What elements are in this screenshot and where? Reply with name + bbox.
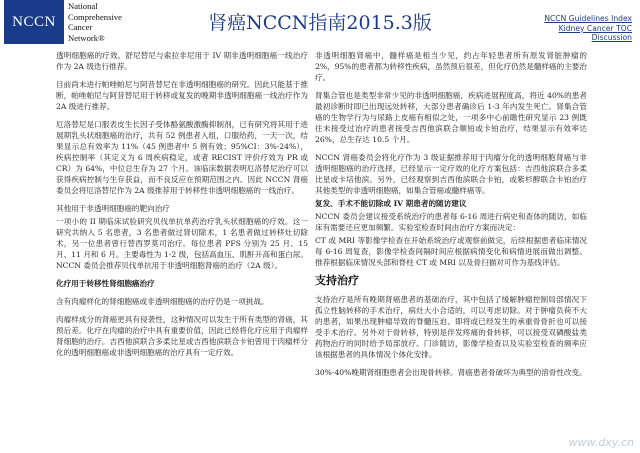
paragraph: 肾集合管也是类型非常少见的非透明细胞癌，疾病进展程度高，将近 40%的患者最初诊断时即已出现远处转移，大部分患者确诊后 1-3 年内发生死亡。肾集合管癌的生物学行为与尿路上皮癌有相似之处，一项多中心前瞻性研究显示 23 例既往未接受过治疗的患者接受吉西他滨联合顺铂或卡铂治疗，结果显示有效率达 26%，总生存达 10.5 个月。: [315, 91, 587, 144]
subheading: 复发、手术不能切除或 IV 期患者的随访建议: [315, 199, 467, 208]
right-column: [315, 50, 587, 385]
guidelines-index-link[interactable]: NCCN Guidelines Index: [544, 14, 632, 23]
section-title: 支持治疗: [315, 274, 359, 287]
logo-word: Comprehensive: [68, 11, 122, 22]
page-header: [0, 0, 640, 46]
paragraph: 含有肉瘤样化的肾细胞癌或非透明细胞癌的治疗仍是一项挑战。: [56, 297, 269, 306]
logo-mark: NCCN: [4, 0, 64, 44]
subheading: 化疗用于转移性肾细胞癌治疗: [56, 279, 155, 288]
paragraph: 透明细胞癌的疗效。舒尼替尼与索拉非尼用于 IV 期非透明细胞癌一线治疗作为 2A 级迭行推荐。: [56, 51, 308, 71]
guideline-nav: [544, 14, 632, 43]
logo-word: Network®: [68, 32, 105, 43]
discussion-link[interactable]: Discussion: [591, 33, 632, 42]
paragraph: NCCN 肾癌委员会将化疗作为 3 级证据推荐用于肉瘤分化的透明细胞肾癌与非透明细胞癌的治疗选择，已经显示一定疗效的化疗方案包括：吉西他滨联合多柔比星或卡培他滨。另外，已经观察到吉西他滨联合卡铂，或紫杉醇联合卡铂治疗其他类型的非透明细胞癌，如集合管癌或髓样癌等。: [315, 153, 587, 195]
logo-word: Cancer: [68, 22, 93, 32]
paragraph: 肉瘤样成分的肾癌更具有侵袭性，这种情况可以发生于所有类型的肾癌，其预后差。化疗在肉瘤的治疗中具有重要价值，因此已经将化疗应用于肉瘤样肾细胞的治疗。吉西他滨联合多柔比星或吉西他滨联合卡铂曾用于肉瘤样分化的透明细胞癌或非透明细胞癌的治疗具有一定疗效。: [56, 315, 308, 357]
paragraph: 非透明细胞肾癌中，髓样癌是相当少见，约占年轻患者所有原发肾脏肿瘤的 2%，95%的患者都为转移性疾病，虽然预后很差，但化疗仍然是髓样癌的主要治疗。: [315, 51, 587, 82]
paragraph: CT 或 MRI 等影像学检查在开始系统治疗或观察前做完，后续根据患者临床情况每 6-16 周复查，影像学检查间隔时间应根据病情变化和病情进展而做出调整。推荐根据临床情况头部和脊柱 CT 或 MRI 以及骨扫描对可作为基线评估。: [315, 236, 587, 267]
paragraph: NCCN 委员会建议接受系统治疗的患者每 6-16 周进行病史和查体的随访，如临床有需要还应更加频繁。实验室检查时间由治疗方案而决定：: [315, 212, 587, 232]
paragraph: 30%-40%晚期肾细胞患者会出现骨转移。肾癌患者骨破坏为典型的溶骨性改变。: [315, 368, 587, 377]
paragraph: 厄洛替尼是口服表皮生长因子受体酪氨酸激酶抑制剂，已有研究将其用于进展期乳头状细胞癌的治疗，共有 52 例患者入组，口服给药，一天一次，结果显示总有效率为 11%（45 例患者中 5 例有效；95%CI：3%-24%），疾病控制率（其定义为 6 周疾病稳定，或者 RECIST 评价疗效为 PR 或 CR）为 64%，中位总生存为 27 个月。该临床数据表明厄洛替尼治疗可以获得疾病控制与生存获益，而不良反应在预期范围之内。因此 NCCN 肾癌委员会将厄洛替尼作为 2A 级推荐用于转移性非透明细胞癌的一线治疗。: [56, 120, 308, 195]
watermark: www.dxy.cn: [568, 436, 634, 449]
paragraph: 支持治疗是所有晚期肾癌患者的基础治疗，其中包括了缓解肿瘤控制局部情况下孤立性脑转移的手术治疗，病灶大小合适的，可以考虑切除。对于肿瘤负荷不大的患者，如果出现肿瘤导致的脊髓压迫、即将或已经发生的承重骨骨折也可以接受手术治疗。另外对于骨转移，特别是伴发疼痛的骨转移，可以接受双磷酸盐类药物治疗的同时给予局部放疗。门诊随访，影像学检查以及实验室检查的频率应该根据患者的具体情况个体化安排。: [315, 295, 587, 359]
document-title: 肾癌NCCN指南2015.3版: [208, 12, 432, 34]
subheading: 其他用于非透明细胞癌的靶向治疗: [56, 204, 170, 213]
kidney-toc-link[interactable]: Kidney Cancer TOC: [558, 23, 632, 33]
paragraph: 一项小的 II 期临床试验研究贝伐单抗单药治疗乳头状细胞癌的疗效。这一研究共纳入 5 名患者，3 名患者做过肾切除术，1 名患者做过转移灶切除术，另一位患者曾行替西罗莫司治疗。每位患者 PFS 分别为 25 月、15 月、11 月和 6 月。主要毒性为 1-2 级，包括高血压、肌酐升高和蛋白尿。NCCN 委员会推荐贝伐单抗用于非透明细胞肾癌的治疗（2A 级）。: [56, 217, 308, 270]
paragraph: 目前尚未进行帕唑帕尼与阿昔替尼在非透明细胞癌的研究。因此只能基于推断，帕唑帕尼与阿昔替尼用于转移或复发的晚期非透明细胞癌一线治疗作为 2A 级进行推荐。: [56, 80, 308, 111]
logo-word: National: [68, 1, 98, 11]
left-column: [56, 50, 308, 365]
